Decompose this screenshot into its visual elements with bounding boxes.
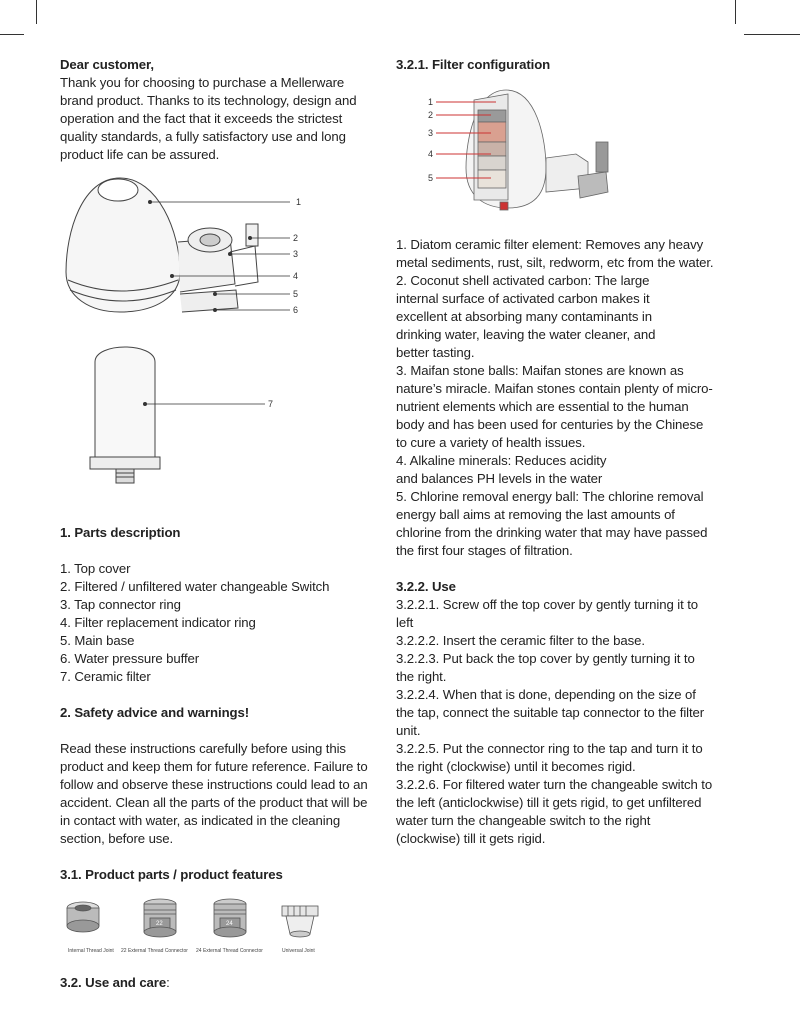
use-step: 3.2.2.3. Put back the top cover by gently turning it to the right. [396,651,695,684]
safety-heading: 2. Safety advice and warnings! [60,705,250,720]
parts-item: 4. Filter replacement indicator ring [60,615,256,630]
intro-paragraph: Thank you for choosing to purchase a Mellerware brand product. Thanks to its technology, design and operation and the fact that it exceeds the strictest quality standards, a fully satisfactory use and long product life can be assured. [60,75,357,162]
filter-item: 2. Coconut shell activated carbon: The large internal surface of activated carbon makes it excellent at absorbing many contaminants in drinking water, leaving the water cleaner, and better tasting. [396,273,656,360]
use-step: 3.2.2.6. For filtered water turn the changeable switch to the left (anticlockwise) till it gets rigid, to get unfiltered water turn the changeable switch to the right (clockwise) till it gets rigid. [396,777,713,846]
connector-caption: 22 External Thread Connector [121,948,188,954]
crop-mark [744,34,800,35]
config-callout: 2 [428,110,434,120]
config-callout: 3 [428,128,434,138]
use-care-heading: 3.2. Use and care [60,975,167,990]
parts-item: 7. Ceramic filter [60,669,151,684]
use-step: 3.2.2.2. Insert the ceramic filter to the base. [396,633,645,648]
use-care-colon: : [166,975,170,990]
filter-item: 5. Chlorine removal energy ball: The chlorine removal energy ball aims at removing the last amounts of chlorine from the drinking water that may have passed the first four stages of filtration. [396,489,708,558]
universal-joint [282,906,318,937]
features-heading: 3.1. Product parts / product features [60,867,283,882]
connector-figures [60,894,360,960]
callout-label: 2 [293,233,299,243]
product-diagram [60,172,320,502]
left-column [60,56,375,164]
use-step: 3.2.2.4. When that is done, depending on the size of the tap, connect the suitable tap connector to the filter unit. [396,687,705,738]
left-lower [60,524,375,884]
use-step: 3.2.2.5. Put the connector ring to the tap and turn it to the right (clockwise) until it becomes rigid. [396,741,703,774]
use-step: 3.2.2.1. Screw off the top cover by gently turning it to left [396,597,699,630]
parts-heading: 1. Parts description [60,525,181,540]
callout-label: 1 [296,197,302,207]
connector-caption: Universal Joint [282,948,315,954]
parts-item: 6. Water pressure buffer [60,651,200,666]
filter-item: 3. Maifan stone balls: Maifan stones are known as nature’s miracle. Maifan stones contain plenty of micro-nutrient elements which are essential to the human body and has been used for centuries by the Chinese to cure a variety of health issues. [396,363,713,450]
ceramic-filter-shape [95,347,155,457]
parts-item: 2. Filtered / unfiltered water changeable Switch [60,579,330,594]
config-callout: 1 [428,97,434,107]
filter-configuration-diagram [396,88,626,218]
connector-label: 24 [226,921,233,927]
connector-label: 22 [156,921,163,927]
crop-mark [36,0,37,24]
crop-mark [735,0,736,24]
crop-mark [0,34,24,35]
parts-item: 1. Top cover [60,561,131,576]
callout-label: 7 [268,399,274,409]
config-heading: 3.2.1. Filter configuration [396,57,551,72]
right-column [396,56,716,74]
greeting: Dear customer, [60,57,154,72]
safety-paragraph: Read these instructions carefully before using this product and keep them for future reference. Failure to follow and observe these instructions could lead to an accident. Clean all the parts of the product that will be in contact with water, as indicated in the cleaning section, before use. [60,741,368,846]
callout-label: 6 [293,305,299,315]
right-lower [396,236,716,848]
callout-label: 4 [293,271,299,281]
use-care-heading-block [60,974,375,992]
internal-thread-joint [67,902,99,932]
callout-label: 3 [293,249,299,259]
connector-22 [144,899,176,937]
filter-item: 4. Alkaline minerals: Reduces acidity and balances PH levels in the water [396,453,607,486]
connector-caption: 24 External Thread Connector [196,948,263,954]
parts-item: 5. Main base [60,633,135,648]
config-callout: 4 [428,149,434,159]
config-callout: 5 [428,173,434,183]
parts-item: 3. Tap connector ring [60,597,181,612]
connector-caption: Internal Thread Joint [68,948,114,954]
callout-label: 5 [293,289,299,299]
filter-item: 1. Diatom ceramic filter element: Removes any heavy metal sediments, rust, silt, redworm, etc from the water. [396,237,714,270]
connector-24 [214,899,246,937]
use-heading: 3.2.2. Use [396,579,456,594]
